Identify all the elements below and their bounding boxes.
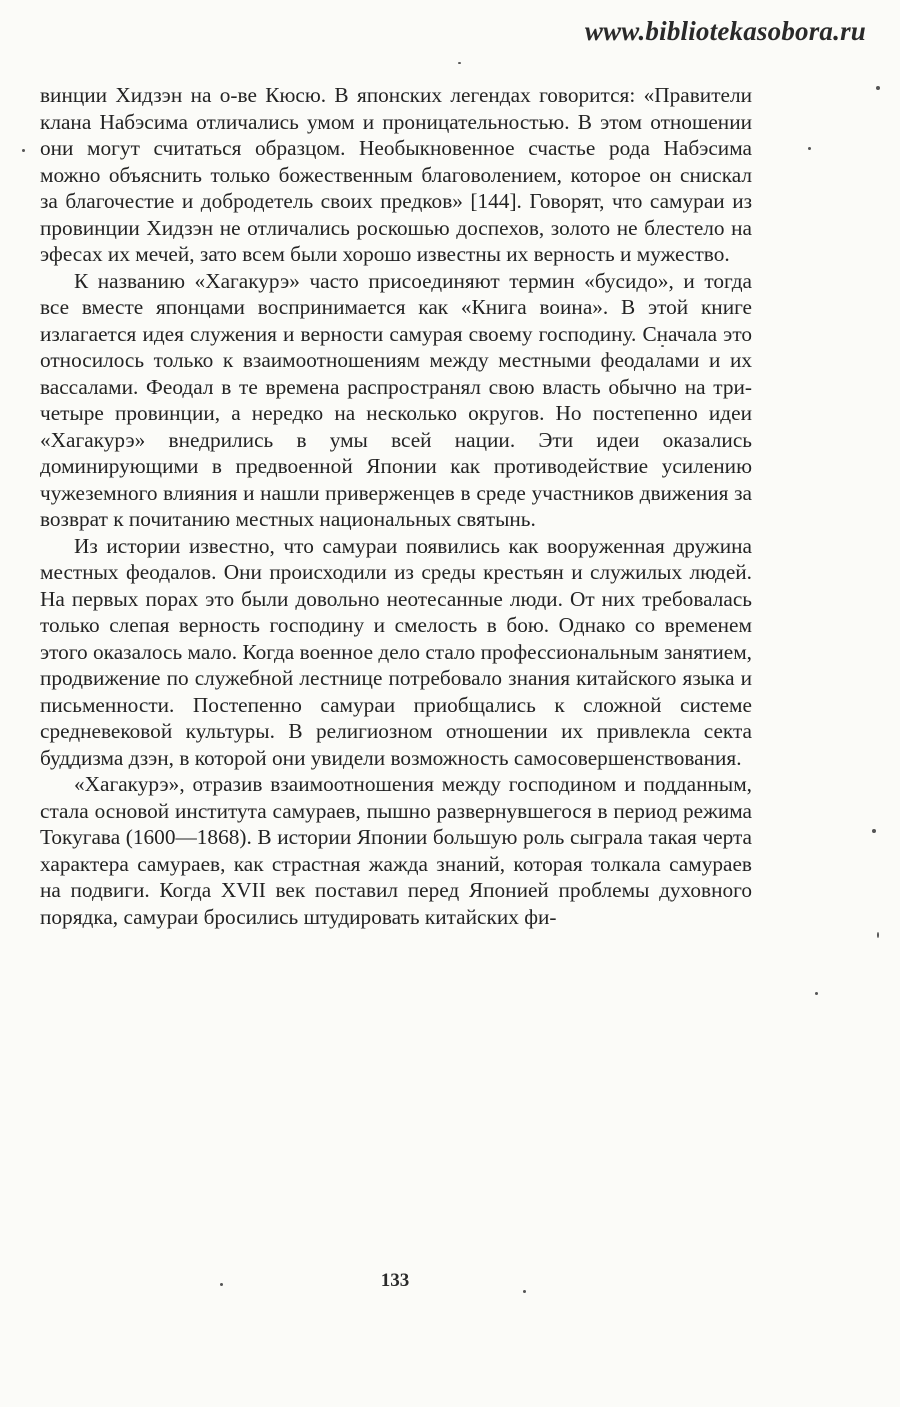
- paragraph-4: «Хагакурэ», отразив взаимоотношения между господином и подданным, стала основой института самураев, пышно развернувшегося в период режима Токугава (1600—1868). В истории Японии большую роль сыграла такая черта характера самураев, как страстная жажда знаний, которая толкала самураев на подвиги. Когда XVII век поставил перед Японией проблемы духовного порядка, самураи бросились штудировать китайских фи-: [40, 772, 752, 929]
- page-number: 133: [380, 1270, 410, 1291]
- scan-speck: [458, 62, 461, 64]
- paragraph-2: К названию «Хагакурэ» часто присоединяют термин «бусидо», и тогда все вместе японцами воспринимается как «Книга воина». В этой книге излагается идея служения и верности самурая своему господину. Сначала это относилось только к взаимоотношениям между местными феодалами и их вассалами. Феодал в те времена распространял свою власть обычно на три-четыре провинции, а нередко на несколько округов. Но постепенно идеи «Хагакурэ» внедрились в умы всей нации. Эти идеи оказались доминирующими в предвоенной Японии как противодействие усилению чужеземного влияния и нашли приверженцев в среде участников движения за возврат к почитанию местных национальных святынь.: [40, 268, 752, 531]
- scan-speck: [815, 992, 818, 995]
- watermark-url: www.bibliotekasobora.ru: [584, 16, 866, 46]
- scan-speck: [808, 147, 811, 150]
- scan-speck: [220, 1283, 223, 1286]
- scan-speck: [876, 86, 880, 90]
- scan-speck: [872, 829, 876, 833]
- scan-speck: [877, 932, 879, 938]
- paragraph-3: Из истории известно, что самураи появились как вооруженная дружина местных феодалов. Они происходили из среды крестьян и служилых людей. На первых порах это были довольно неотесанные люди. От них требовалась только слепая верность господину и смелость в бою. Однако со временем этого оказалось мало. Когда военное дело стало профессиональным занятием, продвижение по служебной лестнице потребовало знания китайского языка и письменности. Постепенно самураи приобщались к сложной системе средневековой культуры. В религиозном отношении их привлекла секта буддизма дзэн, в которой они увидели возможность самосовершенствования.: [40, 533, 752, 770]
- scan-speck: [22, 149, 25, 152]
- body-text: [40, 82, 752, 930]
- scan-speck: [523, 1290, 526, 1293]
- scan-speck: [661, 345, 664, 347]
- paragraph-1: винции Хидзэн на о-ве Кюсю. В японских легендах говорится: «Правители клана Набэсима отличались умом и проницательностью. В этом отношении они могут считаться образцом. Необыкновенное счастье рода Набэсима можно объяснить только божественным благоволением, которое он снискал за благочестие и добродетель своих предков» [144]. Говорят, что самураи из провинции Хидзэн не отличались роскошью доспехов, золото не блестело на эфесах их мечей, зато всем были хорошо известны их верность и мужество.: [40, 83, 752, 266]
